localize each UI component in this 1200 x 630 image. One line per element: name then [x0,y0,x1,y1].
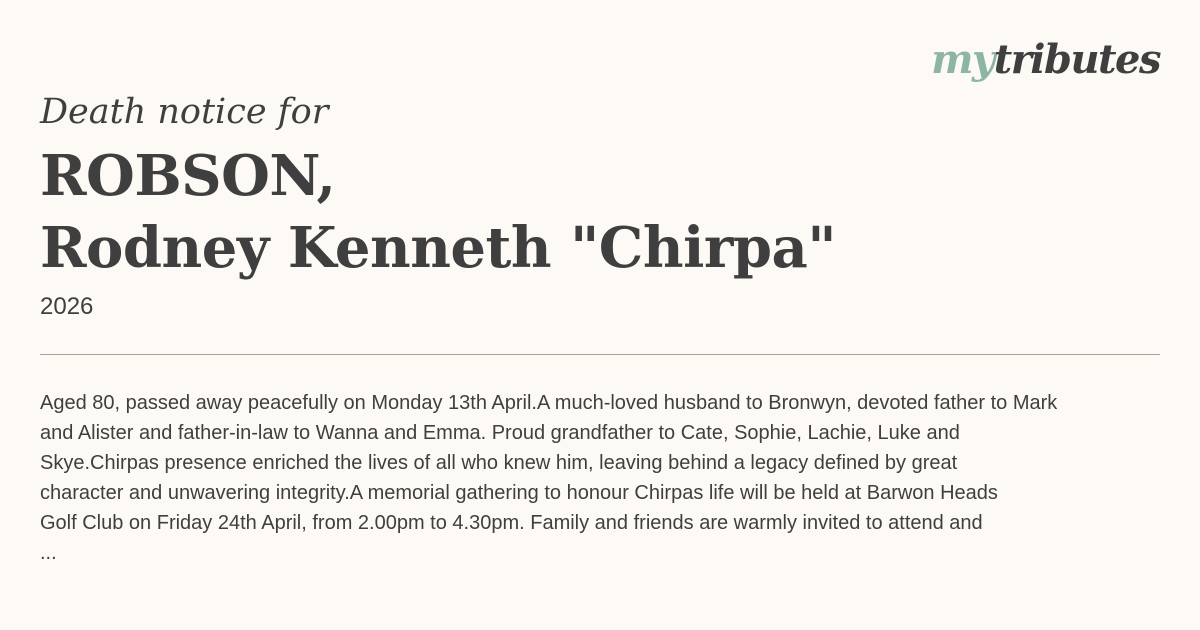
notice-line: Skye.Chirpas presence enriched the lives of all who knew him, leaving behind a legacy defined by great [40,452,958,474]
notice-ellipsis: ... [40,542,57,564]
notice-kicker: Death notice for [40,92,329,132]
notice-body [40,388,1190,568]
divider [40,354,1160,355]
notice-line: Aged 80, passed away peacefully on Monday 13th April.A much-loved husband to Bronwyn, devoted father to Mark [40,392,1058,414]
notice-line: Golf Club on Friday 24th April, from 2.00pm to 4.30pm. Family and friends are warmly invited to attend and [40,512,983,534]
deceased-given-names: Rodney Kenneth "Chirpa" [40,215,836,281]
mytributes-logo[interactable] [931,36,1160,84]
notice-line: and Alister and father-in-law to Wanna and Emma. Proud grandfather to Cate, Sophie, Lachie, Luke and [40,422,960,444]
deceased-name [40,140,836,284]
logo-prefix: my [931,36,994,83]
notice-line: character and unwavering integrity.A memorial gathering to honour Chirpas life will be held at Barwon Heads [40,482,998,504]
logo-suffix: tributes [993,36,1160,83]
deceased-surname: ROBSON, [40,143,336,209]
notice-year: 2026 [40,293,94,320]
